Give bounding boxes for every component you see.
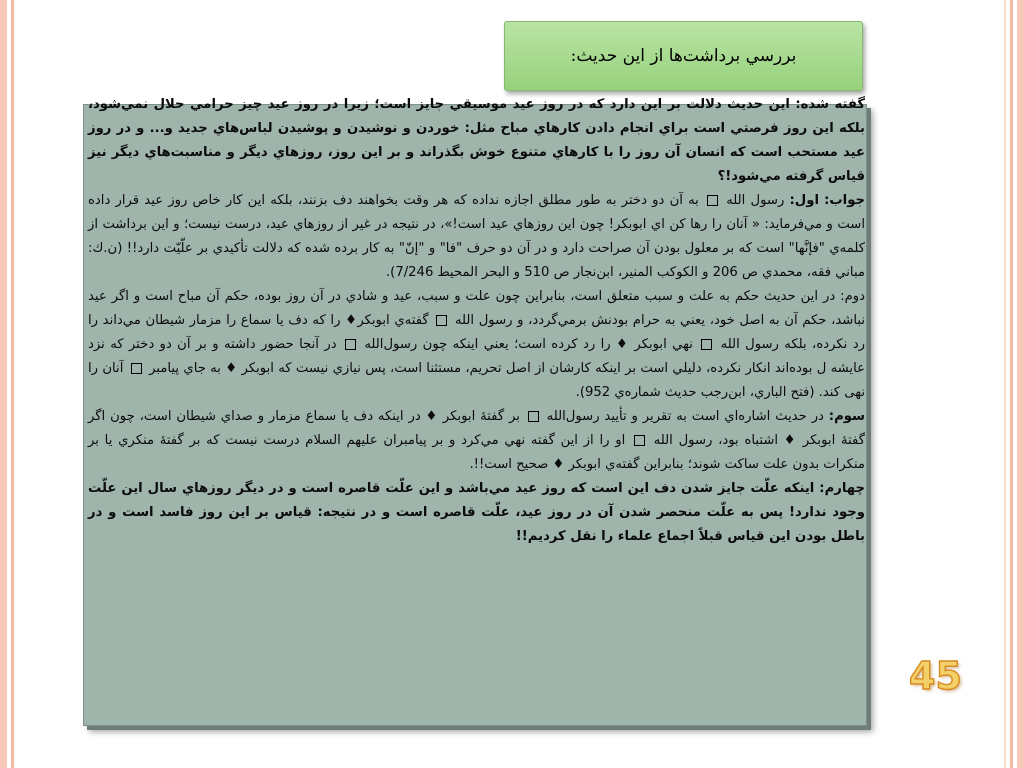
page-number: 45 <box>909 654 962 698</box>
honorific-box-icon <box>701 339 712 350</box>
honorific-box-icon <box>707 195 718 206</box>
paragraph-fourth: چهارم: اينكه علّت جايز شدن دف اين است كه روز عيد مي‌باشد و اين علّت قاصره است و در ديگر روزهاي سال اين علّت وجود ندارد! پس به علّت منحصر شدن آن در روز عيد، علّت قاصره است و در نتيجه: قياس بر اين روز فاسد است و در باطل بودن اين قياس قبلاً اجماع علماء را نقل كرديم!! <box>88 481 865 544</box>
body-text <box>88 93 865 549</box>
left-border-line <box>11 0 14 768</box>
paragraph-claim: گفته شده: اين حديث دلالت بر اين دارد كه در روز عيد موسيقي جايز است؛ زيرا در روز عيد چيز حرامي حلال نمي‌شود، بلكه اين روز فرصتي است براي انجام دادن كارهاي مباح مثل: خوردن و نوشيدن و پوشيدن لباس‌هاي جديد و... و در روز عيد مستحب است كه انسان آن روز را با كارهاي متنوع خوش بگذراند و بر اين روز، روزهاي ديگر و مناسبت‌هاي ديگر نيز قياس گرفته مي‌شود!؟ <box>88 97 865 184</box>
honorific-box-icon <box>345 339 356 350</box>
right-border-line <box>1010 0 1013 768</box>
left-border-stripe <box>0 0 7 768</box>
honorific-box-icon <box>528 411 539 422</box>
right-border-thin-line <box>1004 0 1006 768</box>
honorific-box-icon <box>436 315 447 326</box>
paragraph-answer-first: جواب: اول: رسول الله به آن دو دختر به طور مطلق اجازه نداده كه هر وقت بخواهند دف بزنند، بلكه اين كار خاص روز عيد قرار داده است و مي‌فرمايد: « آنان را رها كن اي ابوبكر! چون اين روزهاي عيد است!»، در نتيجه در غير از روزهاي عيد، درست نيست؛ و اين برداشت از كلمه‌ي "فإنَّها" است كه بر معلول بودن آن صراحت دارد و در آن دو حرف "فا" و "إنّ" به كار برده شده كه دلالت تأكيدي بر علّيّت دارد!! (ن.ك: مباني فقه، محمدي ص 206 و الكوكب المنير، ابن‌نجار ص 510 و البحر المحيط 7/246). <box>88 193 865 280</box>
slide-title: بررسي برداشت‌ها از اين حديث: <box>570 46 797 66</box>
paragraph-third: سوم: در حديث اشاره‌اي است به تقرير و تأييد رسول‌الله بر گفتۀ ابوبكر ♦ در اينكه دف يا سماع مزمار و صداي شيطان است، چون اگر گفتۀ ابوبكر ♦ اشتباه بود، رسول الله او را از اين گفته نهي مي‌كرد و بر پيامبران عليهم السلام درست نيست كه بر گفتۀ منكري يا بر منكرات بدون علت ساكت شوند؛ بنابراين گفته‌ي ابوبكر ♦ صحيح است!!. <box>88 409 865 472</box>
honorific-box-icon <box>634 435 645 446</box>
slide-title-box <box>504 21 863 91</box>
right-border-stripe <box>1017 0 1024 768</box>
paragraph-second: دوم: در اين حديث حكم به علت و سبب متعلق است، بنابراين چون علت و سبب، عيد و شادي در آن روز بوده، حكم آن مباح است و اگر عيد نباشد، حكم آن به اصل خود، يعني به حرام بودنش برمي‌گردد، و رسول الله گفته‌ي ابوبكر♦ را كه دف يا سماع را مزمار شيطان مي‌داند را رد نكرده، بلكه رسول الله نهي ابوبكر ♦ را رد كرده است؛ يعني اينكه چون رسول‌الله در آنجا حضور داشته و بر آن دو دختر كه نزد عايشه ل بوده‌اند انكار نكرده، دليلي است بر اينكه كارشان از اصل تحريم، مستثنا است، پس نيازي نيست كه ابوبكر ♦ به جاي پيامبر آنان را نهی كند. (فتح الباري، ابن‌رجب حديث شماره‌ي 952). <box>88 289 865 400</box>
honorific-box-icon <box>131 363 142 374</box>
